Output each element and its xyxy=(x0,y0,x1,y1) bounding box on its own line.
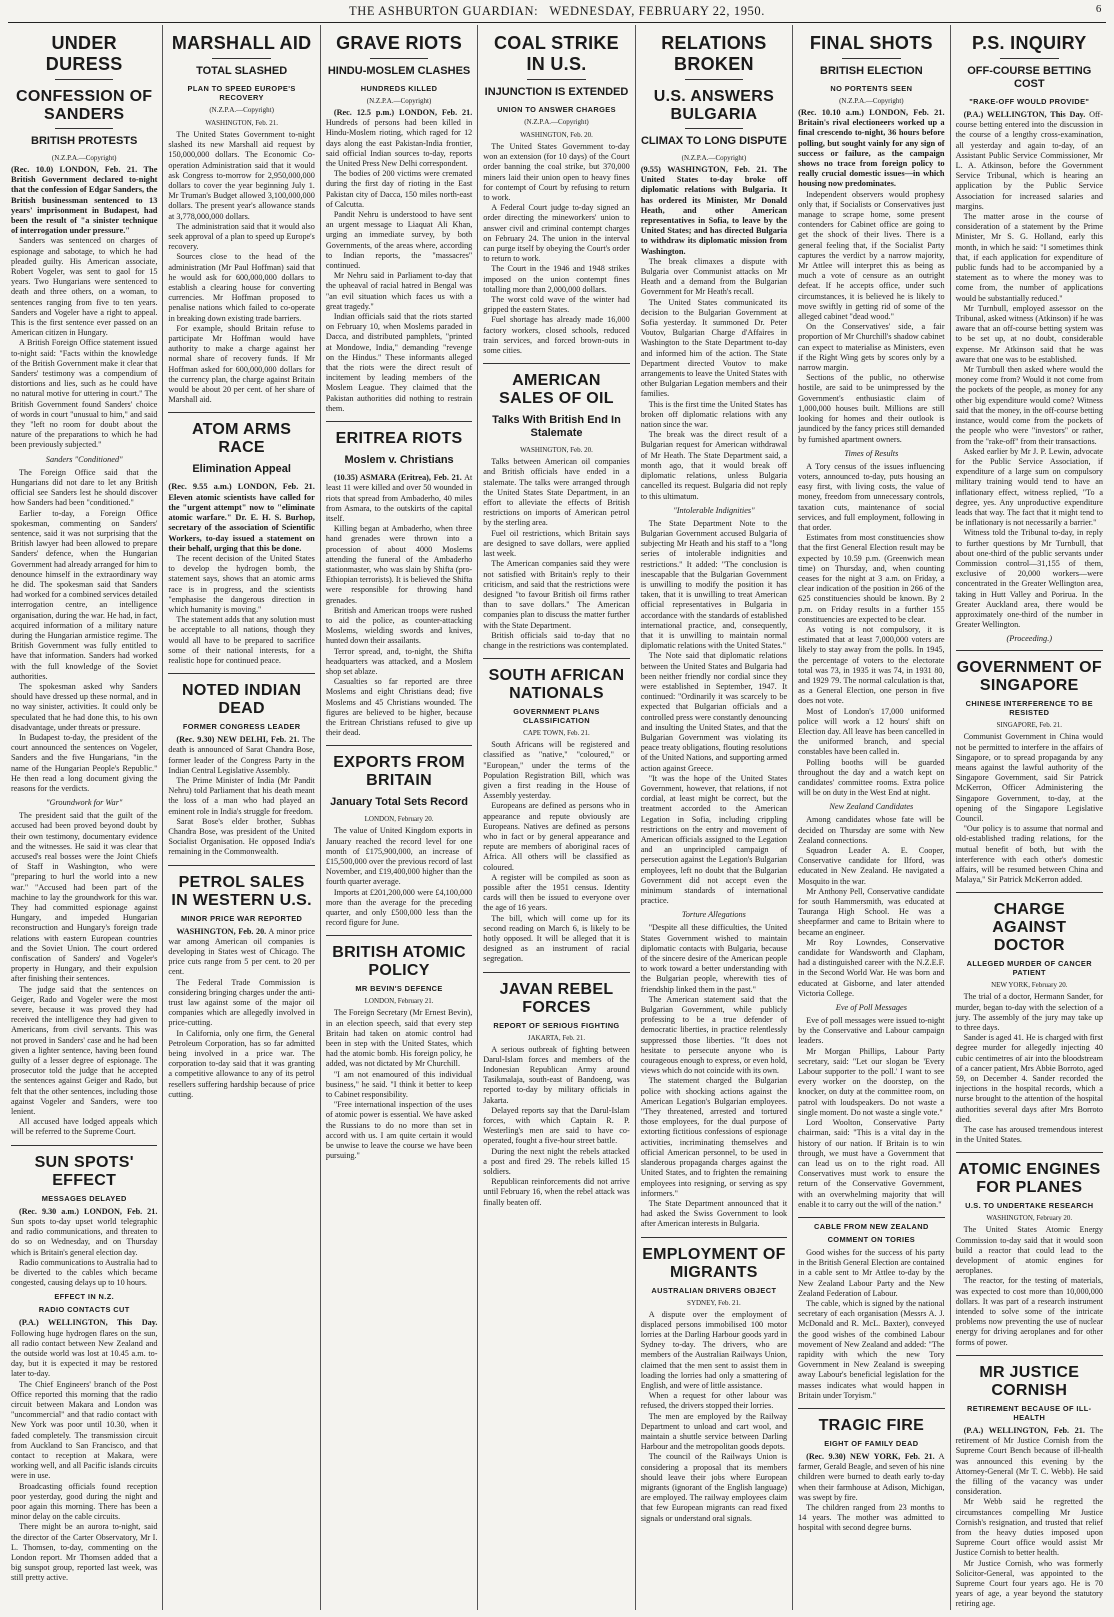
subhead: Talks With British End In Stalemate xyxy=(492,414,621,440)
divider xyxy=(685,79,744,80)
headline-confession: CONFESSION OF SANDERS xyxy=(16,88,153,123)
subhead: RADIO CONTACTS CUT xyxy=(38,1305,130,1315)
article-paragraph: The United States Government to-night slashed its new Marshall aid request by 150,000,000 dollars. The Economic Co-operation Administration said that it would ask Congress to-morrow for 2,950,000,000 dollars to cover the year beginning July 1. Mr Truman's Budget allowed 3,100,000,000 dollars. The present year's allowance stands at 3,778,000,000 dollars. xyxy=(168,130,315,221)
article-paragraph: Sarat Bose's elder brother, Subhas Chandra Bose, was president of the United Socialist Organisation. He opposed India's remaining in the Commonwealth. xyxy=(168,816,315,857)
divider xyxy=(55,128,114,129)
section-subhead: Eve of Poll Messages xyxy=(835,1003,907,1013)
headline-mr-justice-cornish: MR JUSTICE CORNISH xyxy=(979,1363,1080,1399)
article-paragraph: The spokesman asked why Sanders should have dressed up these normal, and in no way sinister, activities. It could only be speculated that he had done this, to his own disadvantage, under threats or pressure. xyxy=(11,681,158,732)
credit-line: (N.Z.P.A.—Copyright) xyxy=(839,97,904,105)
article-paragraph: There might be an aurora to-night, said the director of the Carter Observatory, Mr I. L. Thomsen, to-day, commenting on the London report. Mr Thomsen added that a big sunspot group, reported last week, was still pretty active. xyxy=(11,1522,158,1583)
article-paragraph: Lord Woolton, Conservative Party chairman, said: "This is a vital day in the history of our nation. If Britain is to win through, we must have a Government that can lead us on to the right road. All Conservatives must work to ensure the return of the Conservative Government, with an overwhelming majority that will enable it to carry out the will of the nation." xyxy=(798,1118,945,1209)
divider xyxy=(798,1408,944,1409)
article-paragraph: (10.35) ASMARA (Eritrea), Feb. 21. At least 11 were killed and over 50 wounded in riots that spread from Ambaderho, 40 miles from Asmara, to the outskirts of the capital itself. xyxy=(325,473,473,523)
article-paragraph: "I am not enamoured of this individual business," he said. "I think it better to keep to Cabinet responsibility. xyxy=(325,1069,473,1100)
subhead: COMMENT ON TORIES xyxy=(827,1234,916,1244)
article-paragraph: The State Department announced that it had asked the Swiss Government to look after American interests in Bulgaria. xyxy=(640,1198,788,1229)
divider xyxy=(168,412,314,413)
article-paragraph: The American statement said that the Bulgarian Government, while publicly professing to be a true defender of democratic liberties, in practice relentlessly suppressed those liberties. "It does not hesitate to persecute anyone who is courageous enough to express, or even hold, views which do not coincide with its own. xyxy=(640,994,788,1076)
article-paragraph: Sections of the public, no otherwise hostile, are said to be unimpressed by the Government's enthusiastic claim of 1,000,000 houses built. Millions are still looking for homes and their outlook is jaundiced by the fancy prices still demanded by furnished apartment owners. xyxy=(798,373,945,444)
article-paragraph: The Foreign Secretary (Mr Ernest Bevin), in an election speech, said that every step Britain had taken on atomic control had been in step with the United States, which had the atomic bomb. His foreign policy, he added, was not dictated by Mr Churchill. xyxy=(325,1008,473,1069)
article-paragraph: The children ranged from 23 months to 14 years. The mother was admitted to hospital with second degree burns. xyxy=(798,1502,945,1533)
column-3 xyxy=(321,25,478,1610)
headline-charge-against-doctor: CHARGE AGAINST DOCTOR xyxy=(992,901,1067,955)
headline-british-atomic-policy: BRITISH ATOMIC POLICY xyxy=(332,944,466,980)
headline-final-shots: FINAL SHOTS xyxy=(809,33,933,53)
article-paragraph: The State Department Note to the Bulgarian Government accused Bulgaria of subjecting Mr Heath and his staff to a "long series of intolerable indignities and restrictions." It added: "The conclusion is inescapable that the Bulgarian Government is unwilling to modify the position it has taken, that it is unwilling to treat American official representatives in Bulgaria in accordance with the standards of established international practice, and, consequently, that it is unwilling to maintain normal diplomatic relations with the United States." xyxy=(640,518,788,651)
article-paragraph: The recent decision of the United States to develop the hydrogen bomb, the statement says, shows that an atomic arms race is in progress, and the scientists "emphasise the dangerous direction in which humanity is moving." xyxy=(168,553,315,614)
divider xyxy=(168,673,314,674)
article-paragraph: The United States communicated its decision to the Bulgarian Government at Sofia yesterday. It summoned Dr. Peter Voutov, Bulgarian Charge d'Affaires in Washington to the State Department to-day and informed him of the action. The State Department directed Voutov to make arrangements to leave the United States with other Bulgarian Legation members and their families. xyxy=(640,297,788,399)
article-paragraph: Most of London's 17,000 uniformed police will work a 12 hours' shift on Election day. All leave has been cancelled in the uniformed branch, and special constables have been called in. xyxy=(798,706,945,757)
article-paragraph: Republican reinforcements did not arrive until February 16, when the rebel attack was finally beaten off. xyxy=(483,1177,630,1207)
article-paragraph: The Prime Minister of India (Mr Pandit Nehru) told Parliament that his death meant the loss of a man who had played an eminent role in India's struggle for freedom. xyxy=(168,775,315,816)
article-paragraph: The men are employed by the Railway Department to unload and cart wool, and maintain a shuttle service between Darling Harbour and the metropolitan goods depots. xyxy=(640,1411,788,1452)
headline-cable-from-nz: CABLE FROM NEW ZEALAND xyxy=(813,1221,929,1231)
subhead-hindu-moslem: HINDU-MOSLEM CLASHES xyxy=(327,65,471,77)
article-paragraph: In Budapest to-day, the president of the court announced the sentences on Vogeler, Sanders and the five Hungarians, "in the name of the Hungarian People's Republic." He then read a long document giving the reasons for the verdicts. xyxy=(11,732,158,793)
article-paragraph: The Court in the 1946 and 1948 strikes imposed on the union contempt fines totalling more than 2,000,000 dollars. xyxy=(483,264,630,294)
newspaper-columns xyxy=(6,25,1108,1610)
headline-under-duress: UNDER DURESS xyxy=(45,33,123,74)
article-paragraph: The matter arose in the course of consideration of a statement by the Prime Minister, Mr S. G. Holland, early this month, in which he said: "I sometimes think that, if each application for expenditure of public funds had to be accompanied by a statement as to where the money was to come from, the number of applications would be substantially reduced." xyxy=(955,212,1103,303)
divider xyxy=(527,79,586,80)
article-paragraph: The Federal Trade Commission is considering bringing charges under the anti-trust law against some of the major oil companies which are allegedly involved in price-cutting. xyxy=(168,977,315,1028)
article-paragraph: During the next night the rebels attacked a post and fired 29. The rebels killed 15 soldiers. xyxy=(483,1146,630,1177)
divider xyxy=(370,58,429,59)
masthead-date: WEDNESDAY, FEBRUARY 22, 1950. xyxy=(549,3,765,18)
article-paragraph: Polling booths will be guarded throughout the day and a watch kept on candidates' committee rooms. Extra police will be on duty in the West End at night. xyxy=(798,757,945,798)
section-subhead: "Intolerable Indignities" xyxy=(673,505,755,515)
article-paragraph: The United States Atomic Energy Commission to-day said that it would soon build a reactor that could lead to the development of atomic engines for aeroplanes. xyxy=(955,1225,1103,1276)
subhead: UNION TO ANSWER CHARGES xyxy=(497,105,616,114)
article-paragraph: Mr Nehru said in Parliament to-day that the upheaval of racial hatred in Bengal was "an evil situation which faces us with a great tragedy." xyxy=(325,271,473,311)
article-paragraph: Witness told the Tribunal to-day, in reply to further questions by Mr Turnbull, that about one-third of the public servants under Commission control—31,155 of them, exclusive of 20,000 workers—were concentrated in the Greater Wellington area, taking in Hutt Valley and Porirua. In the Greater Auckland area, there would be approximately one-third of the number in Greater Wellington. xyxy=(955,528,1103,630)
section-subhead: "Groundwork for War" xyxy=(45,798,123,808)
article-paragraph: The Note said that diplomatic relations between the United States and Bulgaria had been neither friendly nor cordial since they were established in September, 1947. It continued: "Ordinarily it was scarcely to be expected that Bulgarian officials and a controlled press were constantly denouncing and insulting the United States, and that the Bulgarian Government was violating its peace treaty obligations, flouting resolutions of the United Nations, and supporting armed action against Greece. xyxy=(640,651,788,773)
headline-atomic-engines: ATOMIC ENGINES FOR PLANES xyxy=(958,1161,1101,1197)
article-paragraph: A British Foreign Office statement issued to-night said: "Facts within the knowledge of the British Government make it clear that Sanders' testimony was a compendium of distortions and lies, such as he could have no natural motive for uttering in court." The British Government found Sanders' choice of words in court "unusual to him," and said they "left no room for doubt about the nature of the preparations to which he had been previously subjected." xyxy=(11,338,158,450)
article-paragraph: Independent observers would prophesy only that, if Socialists or Conservatives just manage to scrape home, some present contenders for Cabinet office are going to get the shock of their lives. There is a general feeling that, if the Socialist Party captures the verdict by a narrow majority, Mr Attlee will interpret this as being as much a vote of censure as an outright defeat. If he accepts office, under such circumstances, it is believed he is likely to move swiftly in getting rid of some of the alleged cabinet "dead wood." xyxy=(798,189,945,322)
article-paragraph: The Chief Engineers' branch of the Post Office reported this morning that the radio circuit between Makara and London was "uncommercial" and that radio contact with New York was poor until 10.30, when it faded completely. The transmission circuit from Auckland to San Francisco, and that contact to reception at Makara, were working well, and all Pacific islands circuits were in use. xyxy=(11,1379,158,1481)
section-subhead: Torture Allegations xyxy=(681,910,746,920)
article-paragraph: Radio communications to Australia had to be diverted to the cables which became congested, causing delays up to 10 hours. xyxy=(11,1257,158,1288)
headline-atom-arms-race: ATOM ARMS RACE xyxy=(191,421,292,457)
subhead-climax: CLIMAX TO LONG DISPUTE xyxy=(640,135,787,147)
subhead: Moslem v. Christians xyxy=(344,454,454,467)
headline-relations-broken: RELATIONS BROKEN xyxy=(661,33,767,74)
article-paragraph: (Rec. 9.30) NEW DELHI, Feb. 21. The death is announced of Sarat Chandra Bose, former leader of the Congress Party in the Indian Central Legislative Assembly. xyxy=(168,735,315,775)
divider xyxy=(483,658,629,659)
subhead: MINOR PRICE WAR REPORTED xyxy=(180,913,303,923)
subhead: HUNDREDS KILLED xyxy=(360,84,438,93)
divider xyxy=(842,58,901,59)
credit-line: (N.Z.P.A.—Copyright) xyxy=(681,154,747,162)
article-paragraph: (Rec. 12.5 p.m.) LONDON, Feb. 21. Hundreds of persons had been killed in Hindu-Moslem rioting, which raged for 12 days along the east Pakistan-India frontier, said official Indian sources to-day, reports the United Press New Delhi correspondent. xyxy=(325,108,473,169)
article-paragraph: Terror spread, and, to-night, the Shifta headquarters was attacked, and a Moslem shop set ablaze. xyxy=(325,646,473,676)
column-7 xyxy=(951,25,1108,1610)
article-paragraph: As voting is not compulsory, it is estimated that at least 7,000,000 voters are likely to stay away from the polls. In 1945, the percentage of voters to the electorate total was 73, in 1935 it was 74, in 1931 80, and 1929 79. The normal calculation is that, as a General Election, one person in five does not vote. xyxy=(798,624,945,706)
subhead: "RAKE-OFF WOULD PROVIDE" xyxy=(969,97,1090,106)
article-paragraph: The trial of a doctor, Hermann Sander, for murder, began to-day with the selection of a jury. The assembly of the jury may take up to three days. xyxy=(955,992,1103,1033)
dateline: WASHINGTON, Feb. 20. xyxy=(520,446,593,455)
article-paragraph: Mr Anthony Pell, Conservative candidate for south Hammersmith, was educated at Tauranga High School. He was a sheepfarmer and came to Britain where to became an engineer. xyxy=(798,886,945,937)
dateline: LONDON, February 20. xyxy=(364,815,434,824)
article-paragraph: The break climaxes a dispute with Bulgaria over Communist attacks on Mr Heath and a demand from the Bulgarian Government for Mr Heath's recall. xyxy=(640,256,788,297)
subhead: EIGHT OF FAMILY DEAD xyxy=(824,1438,919,1448)
divider xyxy=(326,421,472,422)
article-paragraph: A Federal Court judge to-day signed an order directing the mineworkers' union to answer civil and criminal contempt charges on February 24. The union in the interval can purge itself by obeying the Court's order to return to work. xyxy=(483,203,630,264)
article-paragraph: The break was the direct result of a Bulgarian request for American withdrawal of Mr Heath. The State Department said, a month ago, that it would break off diplomatic relations, unless Bulgaria cancelled its request. Bulgaria did not reply to this ultimatum. xyxy=(640,430,788,501)
article-paragraph: British officials said to-day that no change in the restrictions was contemplated. xyxy=(483,630,630,650)
masthead-paper: THE ASHBURTON GUARDIAN: xyxy=(349,3,539,18)
article-paragraph: Talks between American oil companies and British officials have ended in a stalemate. The talks were arranged through the United States State Department, in an effort to alleviate the effects of British restrictions on imports of American petrol by the sterling area. xyxy=(483,457,630,528)
subhead: REPORT OF SERIOUS FIGHTING xyxy=(493,1020,620,1030)
article-paragraph: The United States Government to-day won an extension (for 10 days) of the Court order banning the coal strike, but 370,000 miners laid their union open to heavy fines for contempt of Court by refusing to return to work. xyxy=(483,142,630,203)
article-paragraph: The bill, which will come up for its second reading on March 6, is likely to be hotly opposed. It will be alleged that it is designed as an instrument of racial segregation. xyxy=(483,913,630,964)
article-paragraph: Mr Turnbull, employed assessor on the Tribunal, asked witness (Atkinson) if he was aware that an off-course betting system was to be set up, at no doubt, considerable expense. Mr Atkinson said that he was aware that one was to be established. xyxy=(955,303,1103,364)
article-paragraph: Sander is aged 41. He is charged with first degree murder for allegedly injecting 40 cubic centimetres of air into the bloodstream of a cancer patient, Mrs Abbie Borroto, aged 59, on December 4. Sander recorded the injections in the hospital records, which a nurse brought to the attention of the hospital authorities several days after Mrs Borroto died. xyxy=(955,1033,1103,1124)
subhead: CHINESE INTERFERENCE TO BE RESISTED xyxy=(965,699,1093,718)
article-paragraph: The president said that the guilt of the accused had been proved beyond doubt by their own testimony, documentary evidence and the witnesses. He said it was clear that accused's real bosses were the Joint Chiefs of Staff in Washington, who were "preparing to hurl the world into a new war." "Accused had been part of the machine to lay the groundwork for this war. They had committed espionage against Hungary, and impeded Hungarian reconstruction and Hungary's foreign trade relations with eastern European countries and the Soviet Union. The court ordered confiscation of Sanders' and Vogeler's property in Hungary, and their expulsion after finishing their sentences. xyxy=(11,811,158,984)
article-paragraph: The American companies said they were not satisfied with Britain's reply to their criticism, and said that the restrictions were designed "to favour British oil firms rather than to save dollars." The American companies plan to discuss the matter further with the State Department. xyxy=(483,559,630,630)
article-paragraph: Mr Justice Cornish, who was formerly Solicitor-General, was appointed to the Supreme Court four years ago. He is 70 years of age, a year beyond the statutory retiring age. xyxy=(955,1558,1103,1609)
article-lead: (Rec. 9.55 a.m.) LONDON, Feb. 21. Eleven atomic scientists have called for the "urgent attempt" now to "eliminate atomic warfare." Dr. E. H. S. Burhop, secretary of the association of Scientific Workers, to-day issued a statement on their behalf, urging that this be done. xyxy=(168,482,315,553)
article-paragraph: Asked earlier by Mr J. P. Lewin, advocate for the Public Service Association, if expenditure of a large sum on compulsory military training would tend to have an inflationary effect, witness replied, "To a degree, yes. Any unproductive expenditure leads that way. The fact that it might tend to be inflationary is not necessarily a barrier." xyxy=(955,446,1103,528)
article-paragraph: The Foreign Office said that the Hungarians did not dare to let any British official see Sanders lest he should discover how Sanders had been "conditioned." xyxy=(11,467,158,508)
subhead: January Total Sets Record xyxy=(330,796,469,809)
article-paragraph: On the Conservatives' side, a fair proportion of Mr Churchill's shadow cabinet can expect to materialise as Ministers, even if the Right Wing gets by scores only by a narrow margin. xyxy=(798,322,945,373)
dateline: WASHINGTON, Feb. 20. xyxy=(520,131,593,139)
article-paragraph: The statement charged the Bulgarian police with shocking actions against the American Legation's Bulgarian employees. "They threatened, arrested and tortured those employees, for the dual purpose of extorting fictitious confessions of espionage activities, incriminating themselves and official American personnel, to be used in slanderous propaganda charges against the United States, and to frighten the remaining employees into resigning, or serving as spy informers." xyxy=(640,1076,788,1198)
headline-coal-strike: COAL STRIKE IN U.S. xyxy=(494,33,619,74)
divider xyxy=(956,1355,1103,1356)
article-paragraph: Sanders was sentenced on charges of espionage and sabotage, to which he had pleaded guilty. His American associate, Robert Vogeler, was sent to gaol for 15 years. Two Hungarians were sentenced to death and three others, on a woman, to sentences ranging from five to ten years. Sanders and Vogeler have a right to appeal. This is the first sentence ever passed on an American citizen in Hungary. xyxy=(11,236,158,338)
subhead-off-course-betting: OFF-COURSE BETTING COST xyxy=(967,65,1092,90)
divider xyxy=(55,79,114,80)
article-paragraph: All accused have lodged appeals which will be referred to the Supreme Court. xyxy=(11,1117,158,1137)
page-number: 6 xyxy=(1095,3,1102,15)
dateline: WASHINGTON, February 20. xyxy=(986,1214,1073,1223)
article-paragraph: Mr Webb said he regretted the circumstances compelling Mr Justice Cornish's resignation, and trusted that relief from the heavy duties imposed upon Supreme Court office would assist Mr Justice Cornish to better health. xyxy=(955,1497,1103,1558)
article-paragraph: Broadcasting officials found reception poor yesterday, good during the night and poor again this morning. There has been a minor delay on the cable circuits. xyxy=(11,1481,158,1522)
section-subhead: New Zealand Candidates xyxy=(829,802,914,812)
article-paragraph: Eve of poll messages were issued to-night by the Conservative and Labour campaign leaders. xyxy=(798,1016,945,1046)
article-paragraph: Delayed reports say that the Darul-Islam forces, with which Captain R. P. Westerling's men are said to have co-operated, fought a five-hour street battle. xyxy=(483,1105,630,1146)
headline-us-answers-bulgaria: U.S. ANSWERS BULGARIA xyxy=(653,88,775,123)
headline-marshall-aid: MARSHALL AID xyxy=(171,33,312,53)
article-paragraph: Killing began at Ambaderho, when three hand grenades were thrown into a procession of about 4000 Moslems attending the funeral of the Ambaderho stationmaster, who was slain by Shifta (pro-Ethiopian terrorists). It is believed the Shifta were responsible for throwing hand grenades. xyxy=(325,524,473,605)
subhead: MR BEVIN'S DEFENCE xyxy=(355,984,443,994)
headline-noted-indian-dead: NOTED INDIAN DEAD xyxy=(182,682,302,718)
credit-line: (N.Z.P.A.—Copyright) xyxy=(366,97,432,105)
subhead: Elimination Appeal xyxy=(192,463,291,476)
credit-line: (N.Z.P.A.—Copyright) xyxy=(524,118,589,126)
article-paragraph: For example, should Britain refuse to participate Mr Hoffman would have authority to make a charge against her normal share of recovery funds. If Mr Hoffman asked for 600,000,000 dollars for the currency plan, the charge against Britain would be about 20 per cent. of her share of Marshall aid. xyxy=(168,323,315,405)
article-paragraph: Mr Turnbull then asked where would the money come from? Would it not come from the pockets of the people, as money for any other big expenditure would come? Witness said that the money, in the off-course betting instance, would come from the pockets of the people who were "investors" or rather, from the "rake-off" from their transactions. xyxy=(955,365,1103,446)
column-5 xyxy=(636,25,793,1610)
article-paragraph: (P.A.) WELLINGTON, This Day. Off-course betting entered into the discussion in the course of a lengthy cross-examination, all yesterday and again to-day, of an Assistant Public Service Commissioner, Mr L. A. Atkinson, before the Government Service Tribunal, which is hearing an application by the Public Service Association for increased salaries and margins. xyxy=(955,110,1104,211)
subhead: RETIREMENT BECAUSE OF ILL-HEALTH xyxy=(967,1403,1092,1422)
article-paragraph: In California, only one firm, the General Petroleum Corporation, has so far admitted being involved in a price war. The corporation to-day said that it was granting a competitive allowance to any of its petrol resellers suffering hardship because of price cutting. xyxy=(168,1028,315,1099)
divider xyxy=(483,972,629,973)
article-paragraph: (P.A.) WELLINGTON, Feb. 21. The retirement of Mr Justice Cornish from the Supreme Court Bench because of ill-health was announced this evening by the Attorney-General (Mr T. C. Webb). He said the filling of the vacancy was under consideration. xyxy=(955,1425,1103,1497)
divider xyxy=(326,935,472,936)
subhead: FORMER CONGRESS LEADER xyxy=(182,722,301,732)
article-paragraph: Good wishes for the success of his party in the British General Election are contained in a cable sent to Mr Attlee to-day by the New Zealand Labour Party and the New Zealand Federation of Labour. xyxy=(798,1247,945,1298)
article-paragraph: The reactor, for the testing of materials, was expected to cost more than 10,000,000 dollars. It was part of a research instrument intended to solve some of the intricate problems now preventing the use of nuclear energy for driving aeroplanes and for other forms of power. xyxy=(955,1276,1103,1347)
article-paragraph: The worst cold wave of the winter had gripped the eastern States. xyxy=(483,295,630,315)
article-paragraph: This is the first time the United States has broken off diplomatic relations with any nation since the war. xyxy=(640,399,788,430)
dateline: JAKARTA, Feb. 21. xyxy=(527,1033,586,1042)
subhead: ALLEGED MURDER OF CANCER PATIENT xyxy=(966,959,1092,978)
subhead: U.S. TO UNDERTAKE RESEARCH xyxy=(965,1201,1094,1211)
article-paragraph: Earlier to-day, a Foreign Office spokesman, commenting on Sanders' sentence, said it was not surprising that the British lawyer had been allowed to prepare Sanders' defence, when the Hungarian Government had already arranged for him to denounce himself in the extraordinary way he did. The spokesman said that Sanders had worked for a combined services detailed interrogation centre, an intelligence organisation, during the war. He had, in fact, acquired information of a military nature during the Hungarian armistice regime. The British Government was fully entitled to have that information. Sanders had worked with the full knowledge of the Soviet authorities. xyxy=(11,508,158,681)
headline-exports-from-britain: EXPORTS FROM BRITAIN xyxy=(333,754,465,790)
article-paragraph: A serious outbreak of fighting between Darul-Islam forces and members of the Indonesian Republican Army around Tasikmalaja, south-east of Bandoeng, was reported to-day by military officials in Jakarta. xyxy=(483,1044,630,1105)
article-paragraph: The value of United Kingdom exports in January reached the record level for one month of £175,900,000, an increase of £15,500,000 over the previous record of last November, and £19,400,000 higher than the fourth quarter average. xyxy=(325,826,473,887)
article-paragraph: Europeans are defined as persons who in appearance and repute obviously are Europeans. Natives are defined as persons who in fact or by general appearance and repute are members of aboriginal races of Africa. All others will be classified as coloured. xyxy=(483,801,630,872)
divider xyxy=(1000,58,1059,59)
article-paragraph: South Africans will be registered and classified as "native," "coloured," or "European," under the terms of the Population Registration Bill, which was given a first reading in the House of Assembly yesterday. xyxy=(483,740,630,801)
article-paragraph: The case has aroused tremendous interest in the United States. xyxy=(955,1125,1103,1145)
article-paragraph: Squadron Leader A. E. Cooper, Conservative candidate for Ilford, was educated in New Zealand. He navigated a Mosquito in the war. xyxy=(798,846,945,886)
article-paragraph: Estimates from most constituencies show that the first General Election result may be expected by 10.59 p.m. (Greenwich mean time) on Thursday, and, when counting ceases for the night at 3 a.m. on Friday, a clear indication of the position in 266 of the 625 constituencies should be known. By 2 p.m. on Friday results in a further 155 constituencies are expected to be clear. xyxy=(798,533,945,624)
article-paragraph: A Tory census of the issues influencing voters, announced to-day, puts housing an easy first, with living costs, the value of money, freedom from unnecessary controls, taxation cuts, maintenance of social services, and full employment, following in that order. xyxy=(798,461,945,532)
dateline: SINGAPORE, Feb. 21. xyxy=(996,721,1063,730)
headline-tragic-fire: TRAGIC FIRE xyxy=(818,1416,925,1434)
article-paragraph: British and American troops were rushed to aid the police, as counter-attacking Moslems, wielding swords and knives, hunted down their assailants. xyxy=(325,605,473,646)
article-paragraph: Mr Roy Lowndes, Conservative candidate for Wandsworth and Clapham, had a distinguished career with the N.Z.E.F. in the Second World War. He was born and educated at Gisborne, and later attended Victoria College. xyxy=(798,937,945,998)
dateline: WASHINGTON, Feb. 21. xyxy=(205,119,279,127)
headline-javan-rebel-forces: JAVAN REBEL FORCES xyxy=(499,980,614,1016)
article-paragraph: The statement adds that any solution must be acceptable to all nations, though they would all have to be prepared to sacrifice some of their national interests, for a realistic hope for continued peace. xyxy=(168,615,315,665)
subhead-total-slashed: TOTAL SLASHED xyxy=(196,65,288,77)
divider xyxy=(956,650,1103,651)
divider xyxy=(956,892,1103,893)
article-paragraph: WASHINGTON, Feb. 20. A minor price war among American oil companies is developing in States west of Chicago. The price cuts range from 5 per cent. to 20 per cent. xyxy=(168,926,315,977)
column-1 xyxy=(6,25,163,1610)
article-paragraph: A dispute over the employment of displaced persons immobilised 100 motor lorries at the Darling Harbour goods yard in Sydney to-day. The drivers, who are members of the Australian Railways Union, claimed that the men sent to assist them in loading the lorries had only a smattering of English, and were of little assistance. xyxy=(640,1309,788,1390)
dateline: CAPE TOWN, Feb. 21. xyxy=(523,729,590,738)
divider xyxy=(483,363,629,364)
article-paragraph: (Rec. 9.30 a.m.) LONDON, Feb. 21. Sun spots to-day upset world telegraphic and radio communications, and threaten to do so on Wednesday, and on Thursday which is Britain's general election day. xyxy=(11,1206,158,1257)
headline-sun-spots: SUN SPOTS' EFFECT xyxy=(34,1153,134,1189)
article-paragraph: A register will be compiled as soon as possible after the 1951 census. Identity cards will then be issued to everyone over the age of 16 years. xyxy=(483,872,630,913)
subhead: EFFECT IN N.Z. xyxy=(54,1292,115,1302)
headline-ps-inquiry: P.S. INQUIRY xyxy=(971,33,1087,53)
section-subhead: Sanders "Conditioned" xyxy=(45,454,123,464)
article-paragraph: The bodies of 200 victims were cremated during the first day of rioting in the East Pakistan city of Dacca, 150 miles north-east of Calcutta. xyxy=(325,169,473,209)
subhead: AUSTRALIAN DRIVERS OBJECT xyxy=(651,1285,777,1295)
article-paragraph: Mr Morgan Phillips, Labour Party secretary, said: "Let our slogan be 'Every Labour supporter to the poll.' I want to see every worker on the doorstep, on the knocker, on duty at the committee room, on patrol with loudspeakers. Do not waste a single moment. Do not waste a single vote." xyxy=(798,1046,945,1117)
headline-government-of-singapore: GOVERNMENT OF SINGAPORE xyxy=(956,659,1102,695)
column-6 xyxy=(793,25,950,1610)
divider xyxy=(956,1152,1103,1153)
divider xyxy=(798,1217,944,1218)
headline-eritrea-riots: ERITREA RIOTS xyxy=(335,430,463,448)
divider xyxy=(11,1145,157,1146)
divider xyxy=(326,745,472,746)
subhead: NO PORTENTS SEEN xyxy=(830,84,913,93)
article-paragraph: Indian officials said that the riots started on February 10, when Moslems paraded in Dacca, and distributed pamphlets, "printed at Mondowe, India," demanding "revenge on the Hindus." These informants alleged that the riots were the direct result of incitement by leading members of the Moslem League. They claimed that the Pakistan authorities did nothing to restrain them. xyxy=(325,312,473,413)
article-lead: (9.55) WASHINGTON, Feb. 21. The United States to-day broke off diplomatic relations with Bulgaria. It has ordered its Minister, Mr Donald Heath, and other American representatives in Sofia, to leave by the United States; and has directed Bulgaria to withdraw its diplomatic mission from Washington. xyxy=(640,165,788,256)
divider xyxy=(641,1237,787,1238)
article-paragraph: (Rec. 9.30) NEW YORK, Feb. 21. A farmer, Gerald Beagle, and seven of his nine children were burned to death early to-day when their farmhouse at Adison, Michigan, was swept by fire. xyxy=(798,1451,945,1502)
article-paragraph: Pandit Nehru is understood to have sent an urgent message to Liaquat Ali Khan, urging an immediate survey, by both Governments, of the areas where, according to Indian reports, the "massacres" continued. xyxy=(325,210,473,271)
credit-line: (N.Z.P.A.—Copyright) xyxy=(209,106,274,114)
article-paragraph: Communist Government in China would not be permitted to interfere in the affairs of Singapore, or to spread propaganda by any means against the lawful authority of the Singapore Government, said Sir Patrick McKerron, Officer Administering the Singapore Government, to-day, at the opening of the Singapore Legislative Council. xyxy=(955,732,1103,823)
article-paragraph: "Free international inspection of the uses of atomic power is essential. We have asked the Russians to do no more than set in accord with us. I am quite certain it would be unwise to leave the course we have been pursuing." xyxy=(325,1100,473,1161)
article-paragraph: Casualties so far reported are three Moslems and eight Christians dead; five Moslems and 45 Christians wounded. The figures are believed to be higher, because the Eritrean Christians refused to give up their dead. xyxy=(325,677,473,738)
article-paragraph: The judge said that the sentences on Geiger, Rado and Vogeler were the most severe, because it was proved they had received the intelligence they had given to Americans, from civil servants. This was not proved in Sanders' case and he had been given a lighter sentence, having been found guilty of a lesser degree of espionage. The prosecutor told the judge that he accepted the sentences against Geiger and Rado, but felt that the other sentences, including those against Vogeler and Sanders, were too lenient. xyxy=(11,984,158,1117)
credit-line: (N.Z.P.A.—Copyright) xyxy=(51,154,117,162)
article-paragraph: Sources close to the head of the administration (Mr Paul Hoffman) said that he would ask for 600,000,000 dollars to establish a clearing house for converting currencies. Mr Hoffman proposed to penalise nations which failed to co-operate in breaking down existing trade barriers. xyxy=(168,252,315,323)
article-paragraph: The council of the Railways Union is considering a proposal that its members should leave their jobs where European migrants (ignorant of the English language) are employed. The railway employees claim that few European migrants can read fixed signals or understand oral signals. xyxy=(640,1452,788,1523)
headline-employment-of-migrants: EMPLOYMENT OF MIGRANTS xyxy=(642,1245,786,1281)
divider xyxy=(168,865,314,866)
article-paragraph: The administration said that it would also seek approval of a plan to speed up Europe's recovery. xyxy=(168,221,315,252)
article-paragraph: Fuel shortage has already made 16,000 factory workers, closed schools, reduced train services, and forced brown-outs in some cities. xyxy=(483,315,630,356)
article-paragraph: Among candidates whose fate will be decided on Thursday are some with New Zealand connections. xyxy=(798,815,945,845)
subhead: MESSAGES DELAYED xyxy=(41,1193,127,1203)
article-lead: (Rec. 10.0) LONDON, Feb. 21. The British Government declared to-night that the confession of Edgar Sanders, the British businessman sentenced to 13 years' imprisonment in Budapest, had been the result of "a sinister technique of interrogation under pressure." xyxy=(11,165,158,236)
subhead-british-protests: BRITISH PROTESTS xyxy=(31,135,138,147)
headline-grave-riots: GRAVE RIOTS xyxy=(336,33,463,53)
subhead: GOVERNMENT PLANS CLASSIFICATION xyxy=(513,707,600,726)
article-paragraph: The cable, which is signed by the national secretary of each organisation (Messrs A. J. McDonald and R. McL. Baxter), conveyed the good wishes of the combined Labour movement of New Zealand and added: "The rapidity with which the new Tory Government in New Zealand is sweeping away Labour's beneficial legislation for the masses indicates what would happen in Britain under Toryism." xyxy=(798,1298,945,1400)
proceeding-note: (Proceeding.) xyxy=(1006,634,1053,644)
masthead xyxy=(8,0,1106,23)
article-paragraph: "Our policy is to assume that normal and old-established trading relations, for the mutual benefit of both, but with the interference with each other's domestic affairs, will be resumed between China and Malaya," Sir Patrick McKerron added. xyxy=(955,824,1103,885)
subhead-injunction: INJUNCTION IS EXTENDED xyxy=(484,86,629,98)
article-paragraph: Imports at £201,200,000 were £4,100,000 more than the average for the preceding quarter, and only £500,000 less than the record figure for June. xyxy=(325,887,473,928)
article-paragraph: "It was the hope of the United States Government, however, that relations, if not cordial, at least might be correct, but the treatment accorded to the American Legation in Sofia, including crippling restrictions on the entry and movement of American officials assigned to the Legation and an unprincipled campaign of persecution against the Legation's Bulgarian employees, left no doubt that the Bulgarian Government did not accept even the minimum standards of international practice. xyxy=(640,773,788,906)
headline-american-sales-of-oil: AMERICAN SALES OF OIL xyxy=(499,372,614,408)
column-2 xyxy=(163,25,320,1610)
divider xyxy=(212,58,271,59)
article-paragraph: (P.A.) WELLINGTON, This Day. Following huge hydrogen flares on the sun, all radio contact between New Zealand and the outside world was lost at 10.45 a.m. to-day, but it is expected it may be restored later to-day. xyxy=(11,1318,158,1379)
subhead: PLAN TO SPEED EUROPE'S RECOVERY xyxy=(187,84,296,102)
headline-petrol-sales: PETROL SALES IN WESTERN U.S. xyxy=(171,873,312,909)
dateline: NEW YORK, February 20. xyxy=(991,981,1068,990)
article-paragraph: Fuel oil restrictions, which Britain says are designed to save dollars, were applied last week. xyxy=(483,528,630,559)
dateline: SYDNEY, Feb. 21. xyxy=(687,1298,741,1307)
section-subhead: Times of Results xyxy=(844,448,899,458)
article-paragraph: "Despite all these difficulties, the United States Government wished to maintain diplomatic contacts with Bulgaria, because of the sincere desire of the American people to work toward a better understanding with the Bulgarian people, wherewith ties of friendship linked them in the past." xyxy=(640,923,788,994)
article-paragraph: When a request for other labour was refused, the drivers stopped their lorries. xyxy=(640,1391,788,1411)
dateline: LONDON, February 21. xyxy=(364,997,434,1006)
divider xyxy=(685,128,744,129)
column-4 xyxy=(478,25,635,1610)
headline-south-african-nationals: SOUTH AFRICAN NATIONALS xyxy=(488,667,625,703)
subhead-british-election: BRITISH ELECTION xyxy=(820,65,923,77)
article-lead: (Rec. 10.10 a.m.) LONDON, Feb. 21. Britain's rival electioneers worked up a final crescendo to-night, 36 hours before polling, but sought vainly for any sign of success or failure, as the campaign shows no trace from foreign policy to really crucial domestic issues—in which housing now predominates. xyxy=(798,108,945,189)
